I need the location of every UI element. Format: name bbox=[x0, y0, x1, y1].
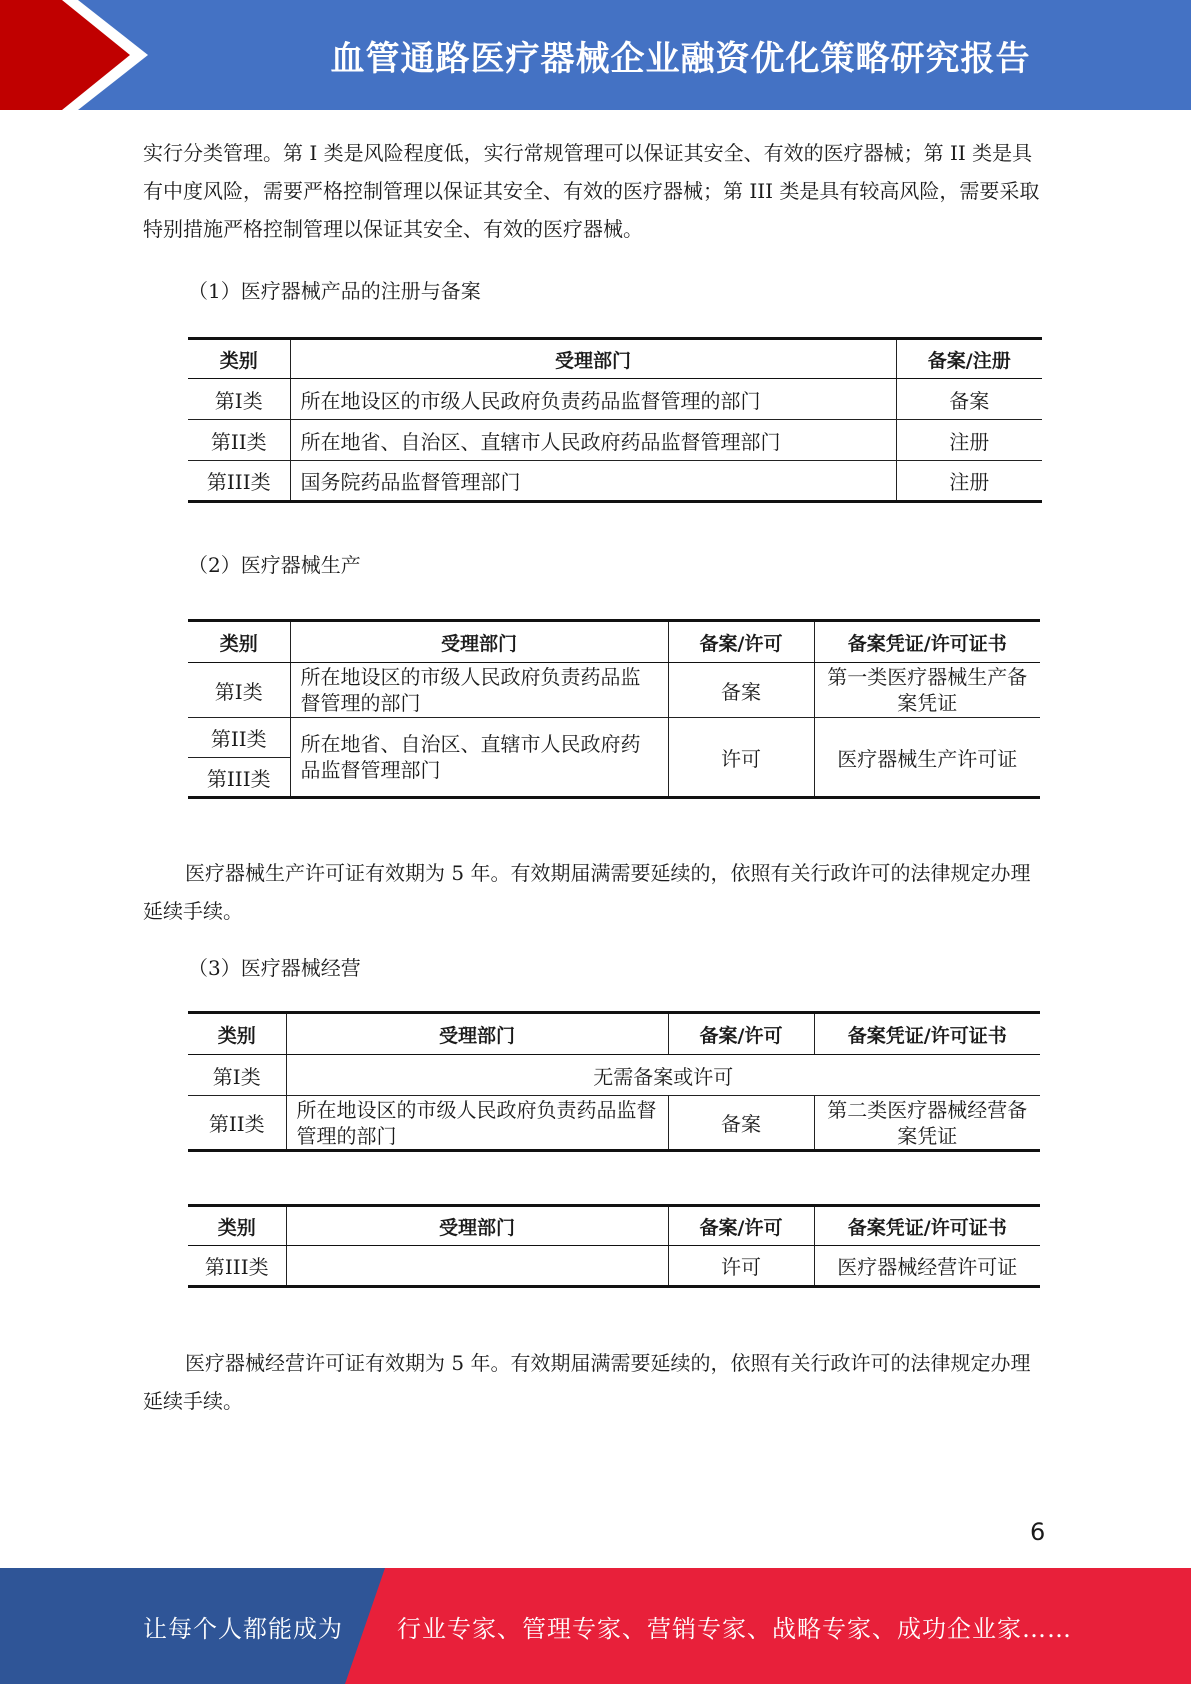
cert-cell: 第一类医疗器械生产备案凭证 bbox=[814, 663, 1040, 718]
header-chevron-icon bbox=[0, 0, 160, 110]
table-header: 类别 bbox=[188, 1013, 286, 1055]
table-row bbox=[188, 1096, 1040, 1151]
cert-cell: 第二类医疗器械经营备案凭证 bbox=[814, 1096, 1040, 1151]
table-header: 受理部门 bbox=[290, 621, 668, 663]
dept-cell: 所在地设区的市级人民政府负责药品监督管理的部门 bbox=[286, 1096, 668, 1151]
type-cell: 注册 bbox=[896, 461, 1042, 502]
footer-banner bbox=[0, 1568, 1191, 1684]
type-cell: 许可 bbox=[668, 1246, 814, 1287]
type-cell: 备案 bbox=[896, 379, 1042, 420]
category-cell: 第III类 bbox=[188, 758, 290, 798]
table-row bbox=[188, 379, 1042, 420]
production-table bbox=[188, 619, 1040, 799]
table-row bbox=[188, 420, 1042, 461]
distribution-table bbox=[188, 1011, 1040, 1152]
footer-slogan-right: 行业专家、管理专家、营销专家、战略专家、成功企业家…… bbox=[397, 1614, 1072, 1643]
table-header: 类别 bbox=[188, 1206, 286, 1246]
dept-cell: 所在地设区的市级人民政府负责药品监督管理的部门 bbox=[290, 379, 896, 420]
dept-cell bbox=[286, 1246, 668, 1287]
distribution-table-continued bbox=[188, 1204, 1040, 1288]
footer-slogan-left: 让每个人都能成为 bbox=[143, 1614, 343, 1643]
category-cell: 第III类 bbox=[188, 461, 290, 502]
header-banner bbox=[0, 0, 1191, 110]
merged-cell: 无需备案或许可 bbox=[286, 1055, 1040, 1096]
table-header: 备案/许可 bbox=[668, 1206, 814, 1246]
dept-cell: 所在地省、自治区、直辖市人民政府药品监督管理部门 bbox=[290, 718, 668, 798]
category-cell: 第II类 bbox=[188, 718, 290, 758]
category-cell: 第I类 bbox=[188, 379, 290, 420]
table-header: 备案凭证/许可证书 bbox=[814, 621, 1040, 663]
category-cell: 第II类 bbox=[188, 1096, 286, 1151]
table-header: 备案/许可 bbox=[668, 621, 814, 663]
section-1-title: （1）医疗器械产品的注册与备案 bbox=[188, 279, 481, 303]
table-header: 受理部门 bbox=[286, 1206, 668, 1246]
table-row bbox=[188, 461, 1042, 502]
type-cell: 备案 bbox=[668, 663, 814, 718]
registration-table bbox=[188, 337, 1042, 503]
table-header: 备案/注册 bbox=[896, 339, 1042, 379]
category-cell: 第III类 bbox=[188, 1246, 286, 1287]
table-header: 备案凭证/许可证书 bbox=[814, 1206, 1040, 1246]
section-3-title: （3）医疗器械经营 bbox=[188, 956, 361, 980]
intro-paragraph: 实行分类管理。第 I 类是风险程度低，实行常规管理可以保证其安全、有效的医疗器械；第 II 类是具有中度风险，需要严格控制管理以保证其安全、有效的医疗器械；第 III 类是具有较高风险，需要采取特别措施严格控制管理以保证其安全、有效的医疗器械。 bbox=[143, 141, 1040, 241]
cert-cell: 医疗器械经营许可证 bbox=[814, 1246, 1040, 1287]
dept-cell: 所在地省、自治区、直辖市人民政府药品监督管理部门 bbox=[290, 420, 896, 461]
production-note: 医疗器械生产许可证有效期为 5 年。有效期届满需要延续的，依照有关行政许可的法律规定办理延续手续。 bbox=[143, 861, 1031, 923]
category-cell: 第II类 bbox=[188, 420, 290, 461]
table-row bbox=[188, 1055, 1040, 1096]
cert-cell: 医疗器械生产许可证 bbox=[814, 718, 1040, 798]
table-header: 受理部门 bbox=[286, 1013, 668, 1055]
type-cell: 许可 bbox=[668, 718, 814, 798]
table-header: 类别 bbox=[188, 621, 290, 663]
type-cell: 注册 bbox=[896, 420, 1042, 461]
distribution-note: 医疗器械经营许可证有效期为 5 年。有效期届满需要延续的，依照有关行政许可的法律规定办理延续手续。 bbox=[143, 1351, 1031, 1413]
table-row bbox=[188, 1246, 1040, 1287]
table-header: 类别 bbox=[188, 339, 290, 379]
table-row bbox=[188, 718, 1040, 758]
table-header: 备案/许可 bbox=[668, 1013, 814, 1055]
page-title: 血管通路医疗器械企业融资优化策略研究报告 bbox=[330, 38, 1031, 79]
table-header: 受理部门 bbox=[290, 339, 896, 379]
dept-cell: 所在地设区的市级人民政府负责药品监督管理的部门 bbox=[290, 663, 668, 718]
category-cell: 第I类 bbox=[188, 1055, 286, 1096]
category-cell: 第I类 bbox=[188, 663, 290, 718]
page-number: 6 bbox=[1030, 1518, 1046, 1546]
section-2-title: （2）医疗器械生产 bbox=[188, 553, 361, 577]
table-row bbox=[188, 663, 1040, 718]
type-cell: 备案 bbox=[668, 1096, 814, 1151]
table-header: 备案凭证/许可证书 bbox=[814, 1013, 1040, 1055]
dept-cell: 国务院药品监督管理部门 bbox=[290, 461, 896, 502]
